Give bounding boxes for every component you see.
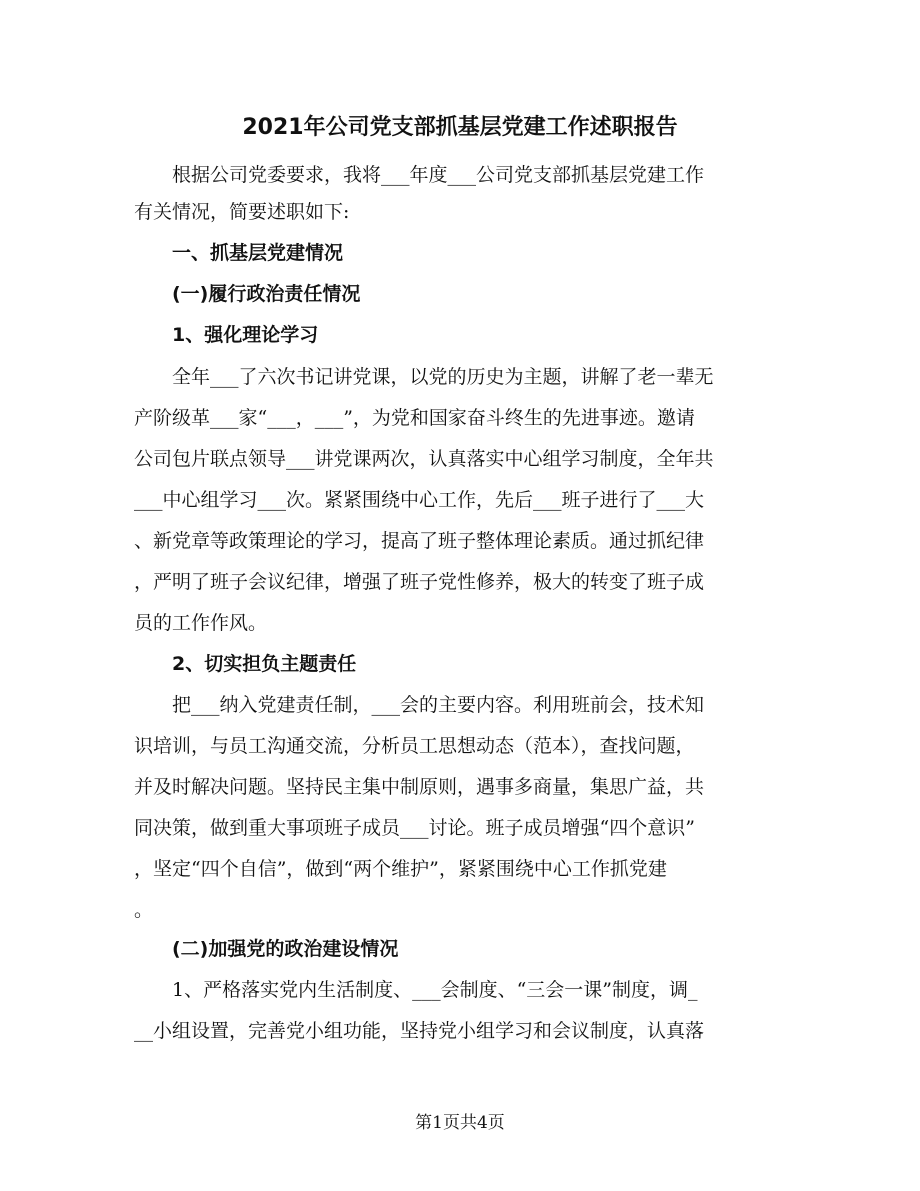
- paragraph-line: __小组设置，完善党小组功能，坚持党小组学习和会议制度，认真落: [134, 1020, 705, 1042]
- paragraph-line: 产阶级革___家“___，___”，为党和国家奋斗终生的先进事迹。邀请: [134, 407, 695, 429]
- item-heading: 2、切实担负主题责任: [134, 653, 357, 675]
- paragraph-line: 1、严格落实党内生活制度、___会制度、“三会一课”制度，调_: [134, 979, 698, 1001]
- paragraph-line: 、新党章等政策理论的学习，提高了班子整体理论素质。通过抓纪律: [134, 530, 705, 552]
- paragraph-line: 公司包片联点领导___讲党课两次，认真落实中心组学习制度，全年共: [134, 448, 714, 470]
- page-footer: 第1页共4页: [415, 1113, 505, 1133]
- paragraph-line: 并及时解决问题。坚持民主集中制原则，遇事多商量，集思广益，共: [134, 776, 705, 798]
- paragraph-line: 。: [134, 899, 154, 921]
- section-heading: 一、抓基层党建情况: [134, 242, 344, 264]
- subsection-heading: (一)履行政治责任情况: [134, 283, 361, 305]
- paragraph-line: 同决策，做到重大事项班子成员___讨论。班子成员增强“四个意识”: [134, 817, 695, 839]
- paragraph-line: 全年___了六次书记讲党课，以党的历史为主题，讲解了老一辈无: [134, 366, 714, 388]
- paragraph-line: ___中心组学习___次。紧紧围绕中心工作，先后___班子进行了___大: [134, 489, 705, 511]
- paragraph-line: 识培训，与员工沟通交流，分析员工思想动态（范本），查找问题，: [134, 735, 695, 757]
- paragraph-line: ，坚定“四个自信”，做到“两个维护”，紧紧围绕中心工作抓党建: [134, 858, 667, 880]
- paragraph-line: ，严明了班子会议纪律，增强了班子党性修养，极大的转变了班子成: [134, 571, 705, 593]
- subsection-heading: (二)加强党的政治建设情况: [134, 938, 399, 960]
- paragraph-line: 把___纳入党建责任制，___会的主要内容。利用班前会，技术知: [134, 694, 705, 716]
- item-heading: 1、强化理论学习: [134, 324, 319, 346]
- document-title: 2021年公司党支部抓基层党建工作述职报告: [242, 115, 678, 140]
- paragraph-line: 根据公司党委要求，我将___年度___公司党支部抓基层党建工作: [134, 164, 705, 186]
- paragraph-line: 有关情况，简要述职如下:: [134, 201, 350, 223]
- paragraph-line: 员的工作作风。: [134, 612, 268, 634]
